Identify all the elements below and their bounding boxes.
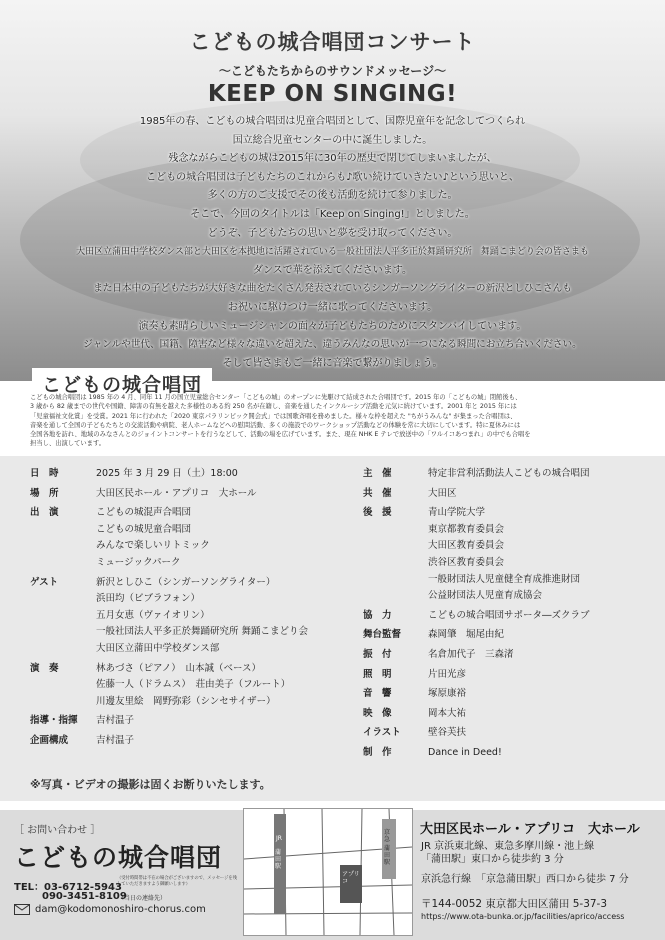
detail-value: 一般社団法人平多正於舞踊研究所 舞踊こまどり会 — [96, 626, 309, 638]
venue-address: 〒144-0052 東京都大田区蒲田 5-37-3 — [421, 898, 608, 910]
detail-value: みんなで楽しいリトミック — [96, 540, 210, 552]
intro-line: 多くの方のご支援でその後も活動を続けて参りました。 — [207, 190, 458, 202]
map-label-jr: JR — [276, 835, 282, 842]
detail-value: 五月女恵（ヴァイオリン） — [96, 609, 210, 621]
detail-label: イラスト — [363, 727, 401, 739]
detail-value: こどもの城合唱団サポータ―ズクラブ — [428, 609, 590, 621]
contact-mobile: 090-3451-8109 — [42, 891, 127, 902]
detail-value: 浜田均（ビブラフォン） — [96, 593, 201, 605]
detail-label: 協 力 — [363, 609, 392, 621]
detail-value: 青山学院大学 — [428, 507, 486, 519]
detail-value: 林あづさ（ピアノ） 山本誠（ベース） — [96, 662, 262, 674]
detail-value: 新沢としひこ（シンガーソングライター） — [96, 576, 276, 588]
venue-url[interactable]: https://www.ota-bunka.or.jp/facilities/aprico/access — [421, 912, 625, 921]
detail-value: 大田区 — [428, 487, 457, 499]
intro-line: こどもの城合唱団は子どもたちのこれからも♪歌い続けていきたい♪という思いと、 — [146, 171, 519, 183]
detail-label: 映 像 — [363, 707, 392, 719]
map-label-kamata-keikyu: 蒲田駅 — [384, 845, 391, 866]
intro-line: 残念ながらこどもの城は2015年に30年の歴史で閉じてしまいましたが、 — [168, 153, 497, 165]
detail-label: 舞台監督 — [363, 629, 402, 641]
venue-access-1: JR 京浜東北線、東急多摩川線・池上線 — [421, 841, 595, 852]
detail-value: 塚原康裕 — [428, 688, 467, 700]
map-label-aprico: アプリコ — [342, 871, 360, 885]
detail-label: 共 催 — [363, 487, 392, 499]
hero-photo-section — [0, 0, 665, 382]
detail-label: 振 付 — [363, 649, 392, 660]
about-section — [0, 374, 665, 459]
detail-value: 佐藤一人（ドラムス） 荘由美子（フルート） — [96, 679, 291, 691]
detail-value: ミュージックパーク — [96, 557, 181, 568]
detail-value: 大田区立蒲田中学校ダンス部 — [96, 643, 220, 654]
detail-value: こどもの城混声合唱団 — [96, 507, 192, 519]
contact-mobile-note: （当日の連絡先） — [118, 895, 167, 902]
envelope-icon — [14, 904, 30, 915]
intro-line: どうぞ、子どもたちの思いと夢を受け取ってください。 — [207, 227, 458, 239]
concert-title: こどもの城合唱団コンサート — [189, 30, 476, 54]
venue-map — [243, 808, 413, 936]
venue-name: 大田区民ホール・アプリコ 大ホール — [420, 822, 640, 837]
intro-line: そこで、今回のタイトルは「Keep on Singing!」としました。 — [190, 208, 475, 220]
contact-org: こどもの城合唱団 — [14, 843, 223, 872]
intro-line: そして皆さまもご一緒に音楽で繋がりましょう。 — [222, 357, 443, 369]
detail-value: 東京都教育委員会 — [428, 523, 505, 535]
venue-access-2: 「蒲田駅」東口から徒歩約 3 分 — [421, 854, 564, 865]
intro-line: ダンスで華を添えてくださいます。 — [253, 264, 412, 276]
detail-label: ゲスト — [30, 576, 59, 588]
about-body — [30, 393, 640, 449]
detail-label: 出 演 — [30, 507, 59, 519]
hero-text — [0, 0, 665, 373]
photo-notice: ※写真・ビデオの撮影は固くお断りいたします。 — [30, 778, 271, 791]
detail-value: 岡本大祐 — [428, 707, 467, 719]
detail-value: 2025 年 3 月 29 日（土）18:00 — [96, 468, 238, 479]
detail-label: 演 奏 — [30, 662, 59, 674]
contact-heading: ［ お問い合わせ ］ — [14, 825, 101, 836]
intro-line: お祝いに駆けつけ一緒に歌ってくださいます。 — [227, 301, 438, 313]
contact-email[interactable]: dam@kodomonoshiro-chorus.com — [35, 904, 206, 915]
intro-text — [0, 113, 665, 373]
detail-value: 公益財団法人児童育成協会 — [428, 590, 543, 602]
detail-value: 渋谷区教育委員会 — [428, 557, 505, 568]
detail-value: 吉村温子 — [96, 715, 135, 727]
detail-value: 吉村温子 — [96, 735, 135, 746]
intro-line: また日本中の子どもたちが大好きな曲をたくさん発表されているシンガーソングライターの新沢としひこさんも — [93, 283, 572, 295]
detail-value: 名倉加代子 三森渚 — [428, 649, 514, 660]
concert-subtitle: ～こどもたちからのサウンドメッセージ～ — [218, 64, 447, 78]
detail-label: 後 援 — [363, 507, 392, 519]
detail-value: こどもの城児童合唱団 — [96, 523, 192, 535]
detail-value: 大田区民ホール・アプリコ 大ホール — [96, 487, 257, 499]
detail-value: 一般財団法人児童健全育成推進財団 — [428, 573, 581, 585]
detail-value: 特定非営利活動法人こどもの城合唱団 — [428, 468, 590, 479]
detail-value: 森岡肇 堀尾由紀 — [428, 629, 505, 641]
detail-value: 大田区教育委員会 — [428, 540, 505, 552]
detail-value: 片田光彦 — [428, 668, 467, 680]
detail-label: 主 催 — [363, 468, 392, 479]
intro-line: 大田区立蒲田中学校ダンス部と大田区を本拠地に活躍されている一般社団法人平多正於舞踊研究所 舞踊こまどり会の皆さまも — [76, 247, 589, 258]
about-line: 3 歳から 82 歳までの世代や国籍、障害の有無を越えた多様性のある約 250 名が在籍し、音楽を通したインクルーシブ活動を元気に続けています。2001 年と 2015 年には — [30, 403, 517, 411]
detail-label: 制 作 — [363, 747, 392, 758]
about-line: 「児童福祉文化賞」を受賞。2021 年に行われた「2020 東京パラリンピック開会式」では国歌斉唱を務めました。様々な枠を超えた "ちがうみんな" が集まった合唱団は、 — [30, 412, 517, 420]
detail-value: 壁谷芙扶 — [428, 727, 467, 739]
intro-line: 演奏も素晴らしいミュージシャンの面々が子どもたちのためにスタンバイしています。 — [138, 320, 527, 332]
about-line: 担当し、出演しています。 — [30, 440, 106, 448]
detail-value: 川邊友里絵 岡野弥彩（シンセサイザー） — [96, 695, 276, 707]
about-line: こどもの城合唱団は 1985 年の 4 月、同年 11 月の国立児童総合センター「こどもの城」のオープンに先駆けて結成された合唱団です。2015 年の「こどもの城」閉館後も、 — [30, 394, 522, 401]
map-label-keikyu: 京急 — [384, 829, 391, 843]
intro-line: 1985年の春、こどもの城合唱団は児童合唱団として、国際児童年を記念してつくられ — [139, 116, 526, 127]
venue-access-3: 京浜急行線 「京急蒲田駅」西口から徒歩 7 分 — [421, 874, 629, 885]
detail-label: 企画構成 — [30, 735, 69, 746]
detail-label: 場 所 — [30, 487, 59, 499]
detail-value: Dance in Deed! — [428, 747, 502, 758]
intro-line: ジャンルや世代、国籍、障害など様々な違いを超えた、違うみんなの思いが一つになる瞬間にお立ち合いください。 — [83, 339, 582, 351]
map-label-kamata-jr: 蒲田駅 — [275, 849, 282, 870]
detail-label: 日 時 — [30, 468, 59, 479]
intro-line: 国立総合児童センターの中に誕生しました。 — [232, 134, 433, 146]
concert-english-title: KEEP ON SINGING! — [207, 81, 458, 107]
detail-label: 指導・指揮 — [30, 715, 78, 727]
detail-label: 照 明 — [363, 668, 392, 680]
contact-tel: TEL：03-6712-5943 — [14, 882, 122, 893]
contact-tel-note: （受付時間帯は不在の場合がございますので、メッセージを残していただきますよう御願いします） — [117, 876, 237, 887]
about-line: 全国各地を訪れ、地域のみなさんとのジョイントコンサートを行うなどして、活動の場を広げています。また、現在 NHK E テレで放送中の「ワルイコあつまれ」の中でも合唱を — [30, 431, 531, 439]
about-title: こどもの城合唱団 — [32, 368, 212, 397]
about-line: 音楽を通して全国の子どもたちとの交流活動や病院、老人ホームなどへの慰問活動、多くの施設でのワークショップ活動などの体験を常に大切にしています。特に夏休みには — [30, 421, 521, 429]
detail-label: 音 響 — [363, 688, 392, 700]
